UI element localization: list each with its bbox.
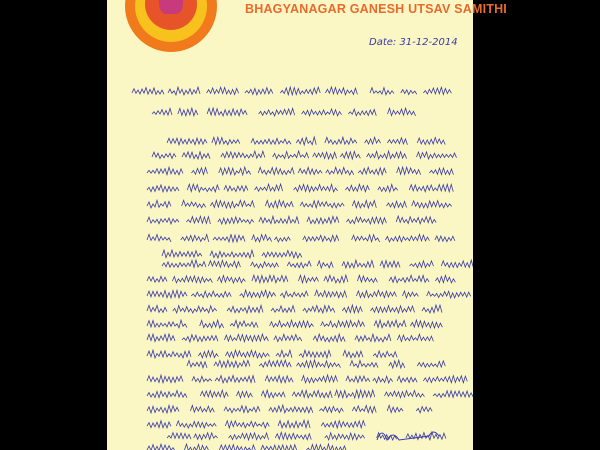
letter-page xyxy=(107,0,507,450)
handwritten-body xyxy=(107,0,473,450)
handwritten-line xyxy=(147,444,346,450)
handwritten-line xyxy=(187,360,445,368)
handwritten-line xyxy=(147,420,365,428)
handwritten-line xyxy=(147,405,432,413)
handwritten-line xyxy=(167,137,445,145)
handwritten-line xyxy=(147,234,455,242)
handwritten-line xyxy=(147,334,433,342)
handwritten-line xyxy=(147,275,455,283)
handwritten-line xyxy=(147,184,453,192)
letter-date: Date: 31-12-2014 xyxy=(369,37,458,48)
handwritten-line xyxy=(147,216,436,224)
handwritten-line xyxy=(147,375,467,383)
organization-name: BHAGYANAGAR GANESH UTSAV SAMITHI xyxy=(245,2,507,16)
handwritten-line xyxy=(152,108,416,116)
handwritten-line xyxy=(147,390,473,398)
handwritten-line xyxy=(162,260,473,268)
handwritten-line xyxy=(147,350,397,358)
handwritten-line xyxy=(147,200,452,208)
handwritten-line xyxy=(147,290,471,298)
handwritten-line xyxy=(167,432,446,440)
handwritten-line xyxy=(147,167,453,175)
handwritten-line xyxy=(147,305,442,313)
handwritten-line xyxy=(162,250,302,258)
handwritten-line xyxy=(152,151,457,159)
handwritten-line xyxy=(147,320,442,328)
handwritten-line xyxy=(132,87,451,95)
